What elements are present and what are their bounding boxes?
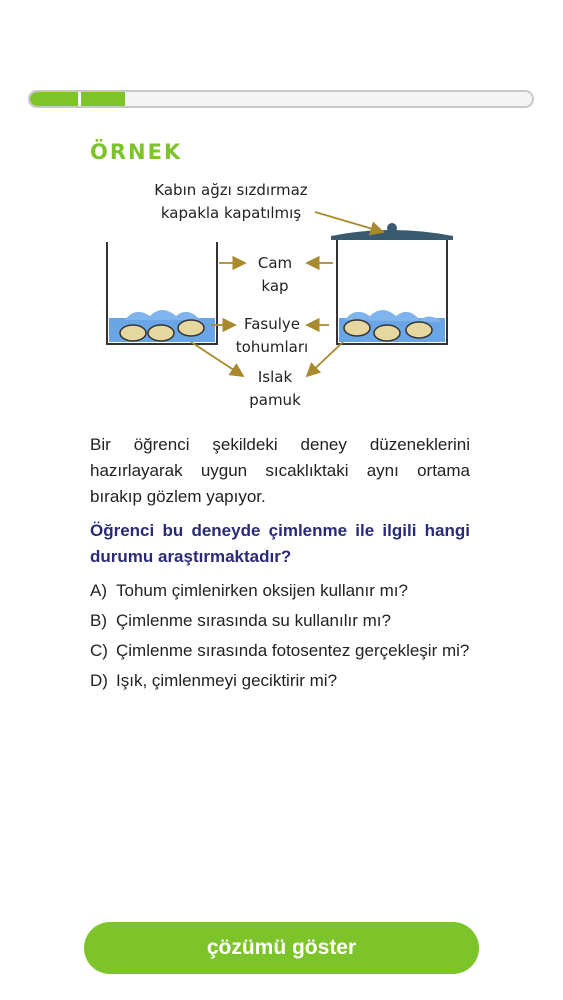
option-letter: A) xyxy=(90,581,107,600)
label-cotton-line2: pamuk xyxy=(249,391,301,409)
label-cotton-line1: Islak xyxy=(257,368,293,386)
option-letter: C) xyxy=(90,641,108,660)
option-c[interactable] xyxy=(90,638,470,664)
label-seeds-line1: Fasulye xyxy=(243,315,301,333)
lid-knob-icon xyxy=(387,223,397,233)
arrow-cotton-right xyxy=(307,342,343,376)
bean-seed xyxy=(148,325,174,341)
bean-seed xyxy=(374,325,400,341)
option-d[interactable] xyxy=(90,668,470,694)
label-glass-line2: kap xyxy=(261,277,289,295)
progress-bar xyxy=(28,90,534,108)
option-text: Işık, çimlenmeyi geciktirir mi? xyxy=(116,671,338,690)
bean-seed xyxy=(120,325,146,341)
option-text: Çimlenme sırasında su kullanılır mı? xyxy=(116,611,391,630)
label-lid-line1: Kabın ağzı sızdırmaz xyxy=(154,181,308,199)
label-lid-line2: kapakla kapatılmış xyxy=(160,204,302,222)
option-text: Tohum çimlenirken oksijen kullanır mı? xyxy=(116,581,408,600)
experiment-diagram xyxy=(95,170,475,420)
show-solution-button[interactable]: çözümü göster xyxy=(84,922,479,974)
example-label: ÖRNEK xyxy=(90,140,183,164)
open-container xyxy=(107,242,217,344)
label-glass-line1: Cam xyxy=(257,254,293,272)
bean-seed xyxy=(406,322,432,338)
closed-container xyxy=(331,223,453,344)
progress-segment-divider xyxy=(78,92,81,106)
option-letter: B) xyxy=(90,611,107,630)
passage-text: Bir öğrenci şekildeki deney düzeneklerini hazırlayarak uygun sıcaklıktaki aynı ortama bırakıp gözlem yapıyor. xyxy=(90,435,470,506)
bean-seed xyxy=(178,320,204,336)
label-seeds-line2: tohumları xyxy=(235,338,309,356)
option-b[interactable] xyxy=(90,608,470,634)
option-text: Çimlenme sırasında fotosentez gerçekleşir mi? xyxy=(116,641,470,660)
question-text: Öğrenci bu deneyde çimlenme ile ilgili hangi durumu araştırmaktadır? xyxy=(90,521,470,566)
cotton-puff-left xyxy=(125,310,200,320)
option-a[interactable] xyxy=(90,578,470,604)
answer-options xyxy=(90,578,470,698)
arrow-lid xyxy=(315,212,383,232)
option-letter: D) xyxy=(90,671,108,690)
bean-seed xyxy=(344,320,370,336)
